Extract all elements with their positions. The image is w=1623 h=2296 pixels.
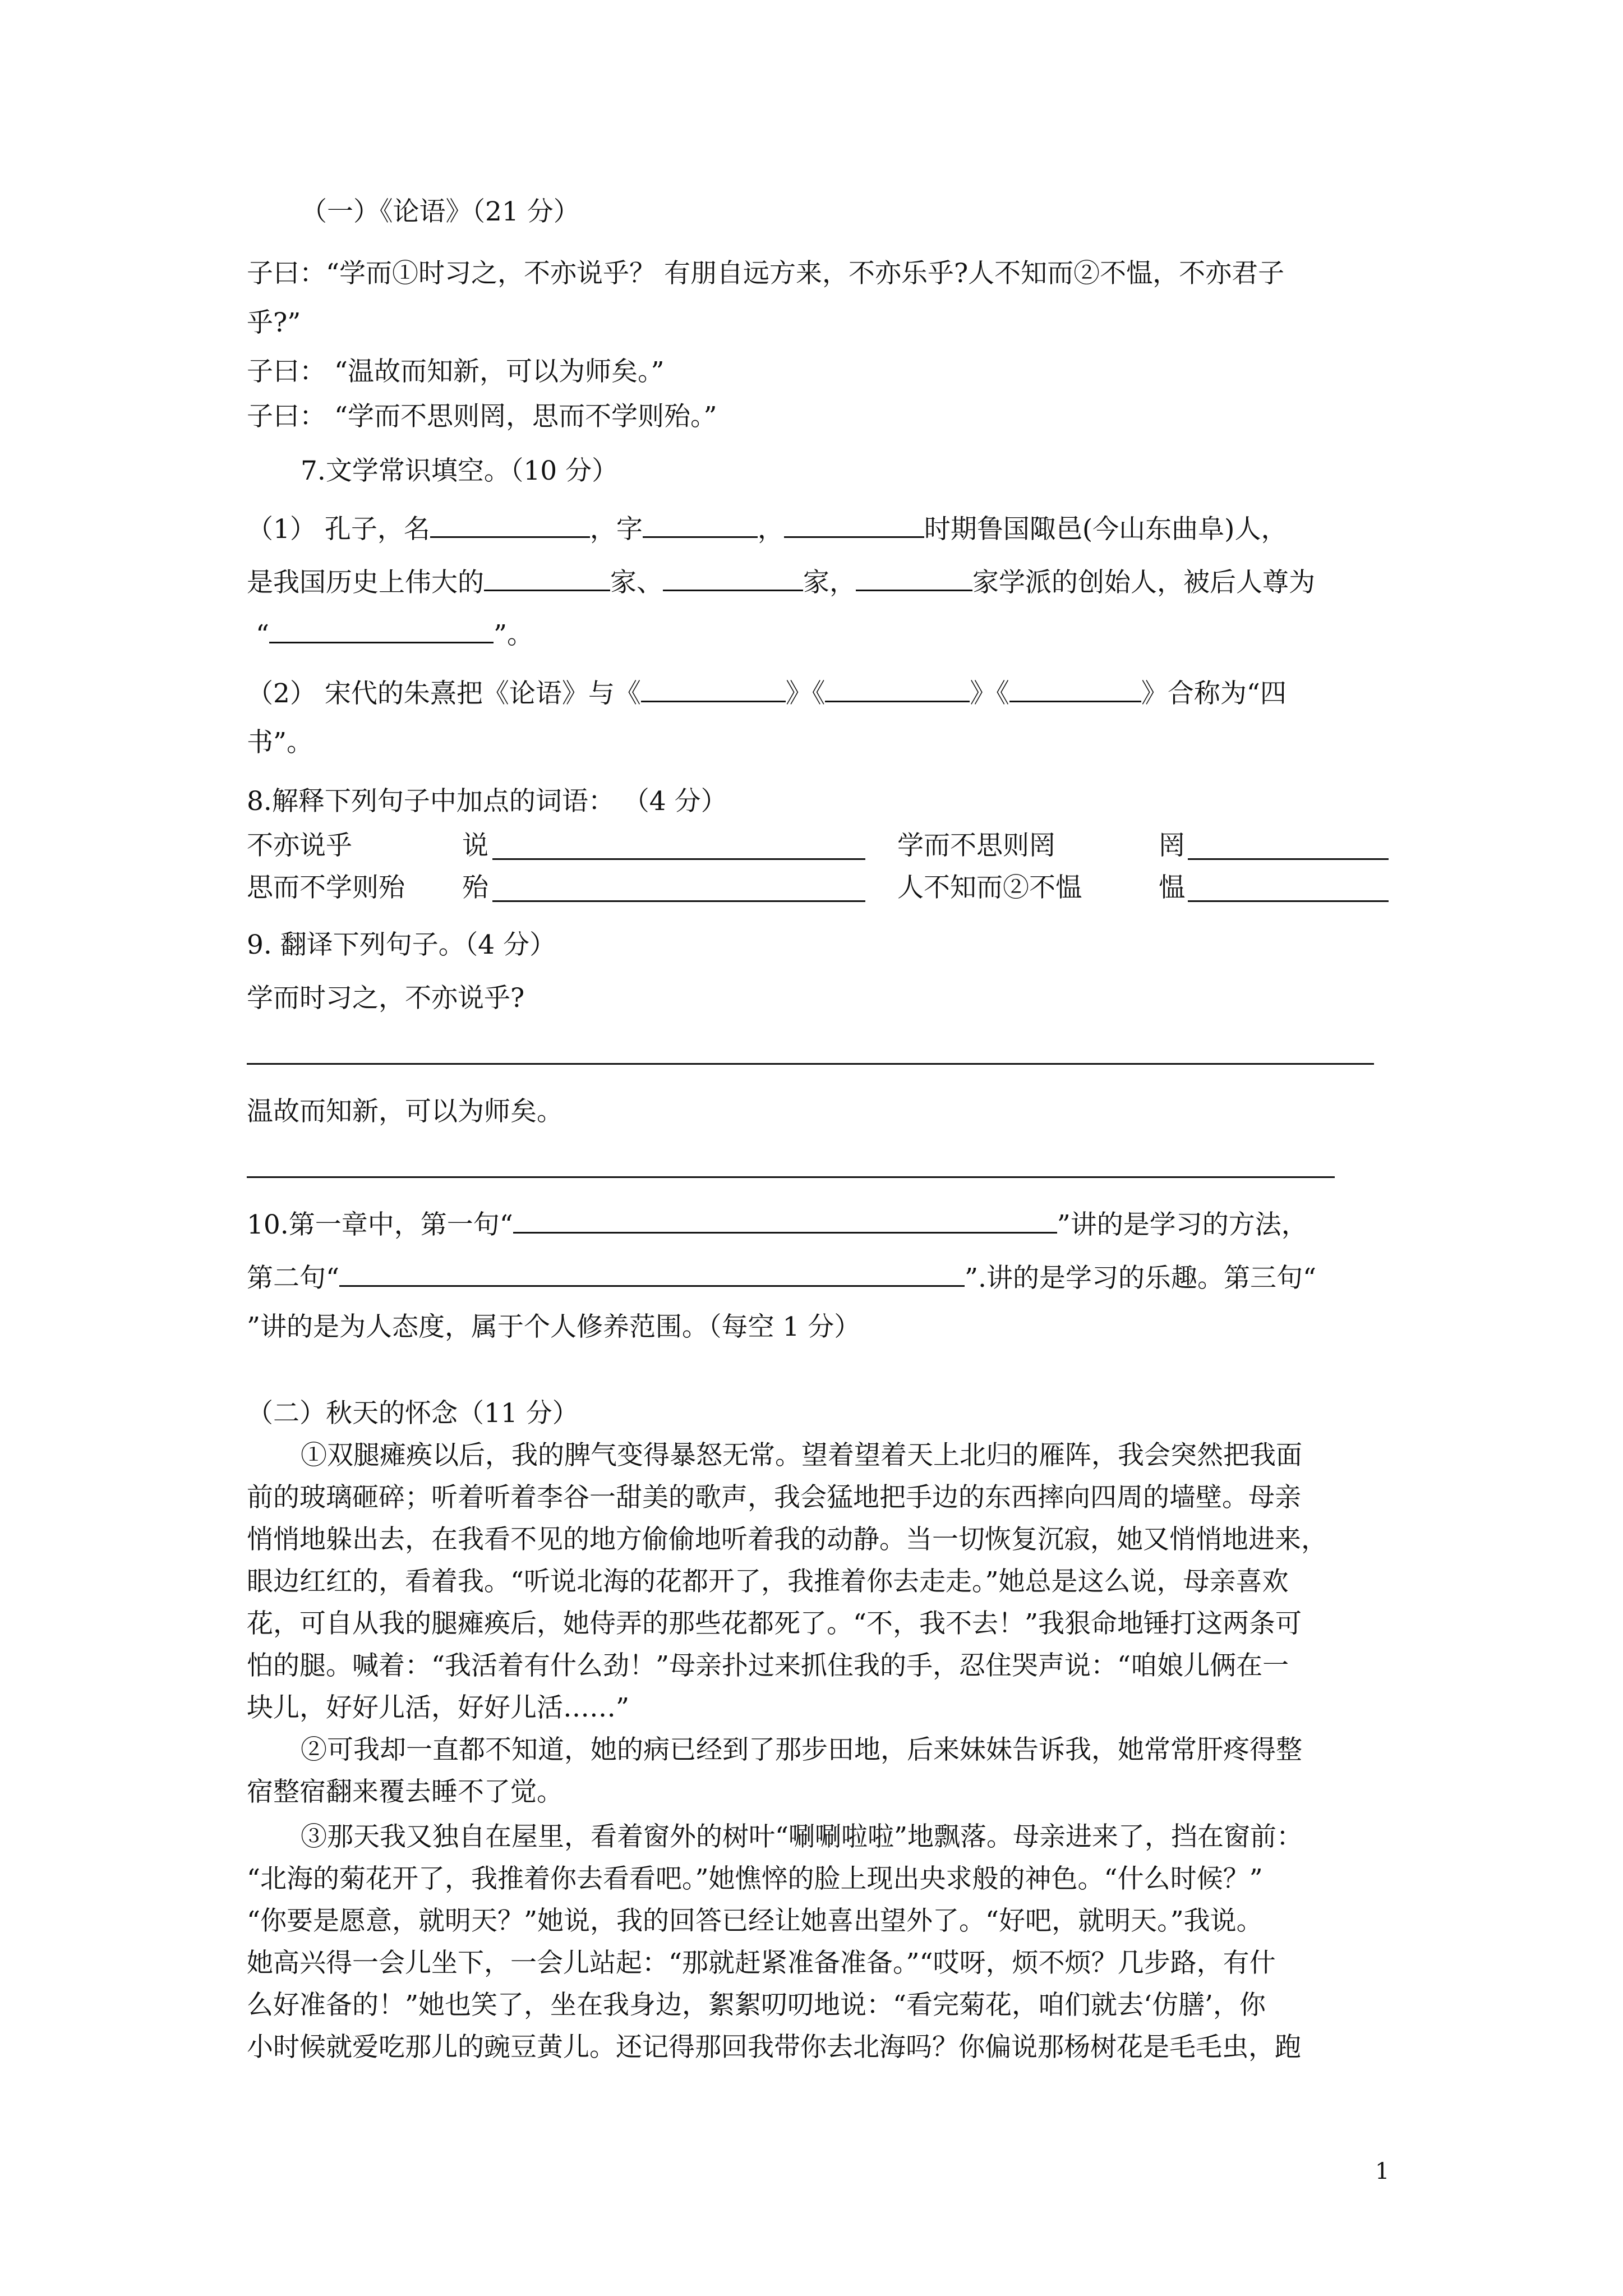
autumn-passage-line: 么好准备的！”她也笑了，坐在我身边，絮絮叨叨地说：“看完菊花，咱们就去‘仿膳’，你 — [247, 1990, 1266, 2021]
answer-blank[interactable] — [269, 616, 494, 643]
lunyu-passage-line: 乎?” — [247, 307, 301, 338]
answer-blank[interactable] — [663, 564, 803, 591]
autumn-passage-line: 宿整宿翻来覆去睡不了觉。 — [247, 1777, 563, 1807]
question-10-line-3: ”讲的是为人态度，属于个人修养范围。（每空 1 分） — [247, 1312, 861, 1342]
q8-phrase: 不亦说乎 — [247, 830, 352, 861]
question-8-title: 8.解释下列句子中加点的词语： （4 分） — [247, 786, 727, 817]
answer-blank[interactable] — [784, 510, 924, 538]
q8-phrase: 思而不学则殆 — [247, 872, 405, 903]
q8-word: 罔 — [1159, 830, 1185, 861]
autumn-passage-line: 怕的腿。喊着：“我活着有什么劲！”母亲扑过来抓住我的手，忍住哭声说：“咱娘儿俩在一 — [247, 1650, 1289, 1681]
q8-phrase: 学而不思则罔 — [897, 830, 1055, 861]
question-7-line-4: （2） 宋代的朱熹把《论语》与《 》《 》《 》合称为“四 — [247, 675, 1287, 711]
lunyu-passage-line: 子曰： “学而不思则罔，思而不学则殆。” — [247, 401, 717, 432]
q8-word: 殆 — [462, 872, 488, 903]
answer-blank[interactable] — [484, 564, 610, 591]
q8-word: 说 — [462, 830, 488, 861]
answer-blank[interactable] — [825, 675, 970, 702]
autumn-passage-line: 小时候就爱吃那儿的豌豆黄儿。还记得那回我带你去北海吗？你偏说那杨树花是毛毛虫，跑 — [247, 2032, 1301, 2063]
answer-blank[interactable] — [641, 675, 786, 702]
section-title-autumn: （二）秋天的怀念（11 分） — [247, 1398, 579, 1429]
q9-sentence-1: 学而时习之，不亦说乎? — [247, 983, 525, 1014]
answer-blank[interactable] — [1188, 858, 1389, 860]
autumn-passage-line: 悄悄地躲出去，在我看不见的地方偷偷地听着我的动静。当一切恢复沉寂，她又悄悄地进来， — [247, 1524, 1327, 1555]
question-10-line-1: 10.第一章中，第一句“ ”讲的是学习的方法， — [247, 1206, 1308, 1242]
lunyu-passage-line: 子曰：“学而①时习之，不亦说乎？ 有朋自远方来，不亦乐乎?人不知而②不愠，不亦君子 — [247, 258, 1285, 289]
answer-blank[interactable] — [1188, 900, 1389, 902]
answer-blank[interactable] — [492, 858, 865, 860]
autumn-passage-line: 她高兴得一会儿坐下，一会儿站起：“那就赶紧准备准备。”“哎呀，烦不烦？几步路，有什 — [247, 1948, 1276, 1978]
autumn-passage-line: “你要是愿意，就明天？”她说，我的回答已经让她喜出望外了。“好吧，就明天。”我说。 — [247, 1906, 1263, 1936]
answer-blank[interactable] — [856, 564, 972, 591]
answer-blank[interactable] — [513, 1206, 1057, 1234]
autumn-passage-line: 花，可自从我的腿瘫痪后，她侍弄的那些花都死了。“不，我不去！”我狠命地锤打这两条可 — [247, 1608, 1302, 1639]
page-number: 1 — [1375, 2159, 1390, 2184]
answer-line[interactable] — [247, 1063, 1374, 1065]
answer-blank[interactable] — [1009, 675, 1141, 702]
autumn-passage-line: “北海的菊花开了，我推着你去看看吧。”她憔悴的脸上现出央求般的神色。“什么时候？” — [247, 1864, 1263, 1894]
q8-phrase: 人不知而②不愠 — [897, 872, 1082, 903]
answer-blank[interactable] — [430, 510, 590, 538]
answer-blank[interactable] — [339, 1259, 965, 1287]
autumn-passage-line: 前的玻璃砸碎；听着听着李谷一甜美的歌声，我会猛地把手边的东西摔向四周的墙壁。母亲 — [247, 1482, 1301, 1513]
autumn-passage-line: 眼边红红的，看着我。“听说北海的花都开了，我推着你去走走。”她总是这么说，母亲喜欢 — [247, 1566, 1289, 1597]
question-7-line-5: 书”。 — [247, 727, 313, 758]
autumn-passage-line: 块儿，好好儿活，好好儿活……” — [247, 1692, 630, 1723]
q9-sentence-2: 温故而知新，可以为师矣。 — [247, 1096, 563, 1127]
question-9-title: 9. 翻译下列句子。（4 分） — [247, 930, 556, 960]
autumn-passage-line: ①双腿瘫痪以后，我的脾气变得暴怒无常。望着望着天上北归的雁阵，我会突然把我面 — [301, 1440, 1302, 1471]
question-10-line-2: 第二句“ ”.讲的是学习的乐趣。第三句“ — [247, 1259, 1316, 1295]
autumn-passage-line: ③那天我又独自在屋里，看着窗外的树叶“唰唰啦啦”地飘落。母亲进来了，挡在窗前： — [301, 1821, 1303, 1852]
answer-line[interactable] — [247, 1176, 1335, 1178]
question-7-title: 7.文学常识填空。（10 分） — [301, 455, 619, 486]
lunyu-passage-line: 子曰： “温故而知新，可以为师矣。” — [247, 356, 665, 387]
question-7-line-2: 是我国历史上伟大的 家、 家， 家学派的创始人，被后人尊为 — [247, 564, 1315, 600]
answer-blank[interactable] — [492, 900, 865, 902]
question-7-line-3: “ ”。 — [256, 616, 533, 652]
answer-blank[interactable] — [643, 510, 758, 538]
section-title-lunyu: （一）《论语》（21 分） — [301, 196, 580, 227]
question-7-line-1: （1） 孔子，名 ，字 ， 时期鲁国陬邑(今山东曲阜)人， — [247, 510, 1288, 546]
autumn-passage-line: ②可我却一直都不知道，她的病已经到了那步田地，后来妹妹告诉我，她常常肝疼得整 — [301, 1734, 1302, 1765]
q8-word: 愠 — [1159, 872, 1185, 903]
